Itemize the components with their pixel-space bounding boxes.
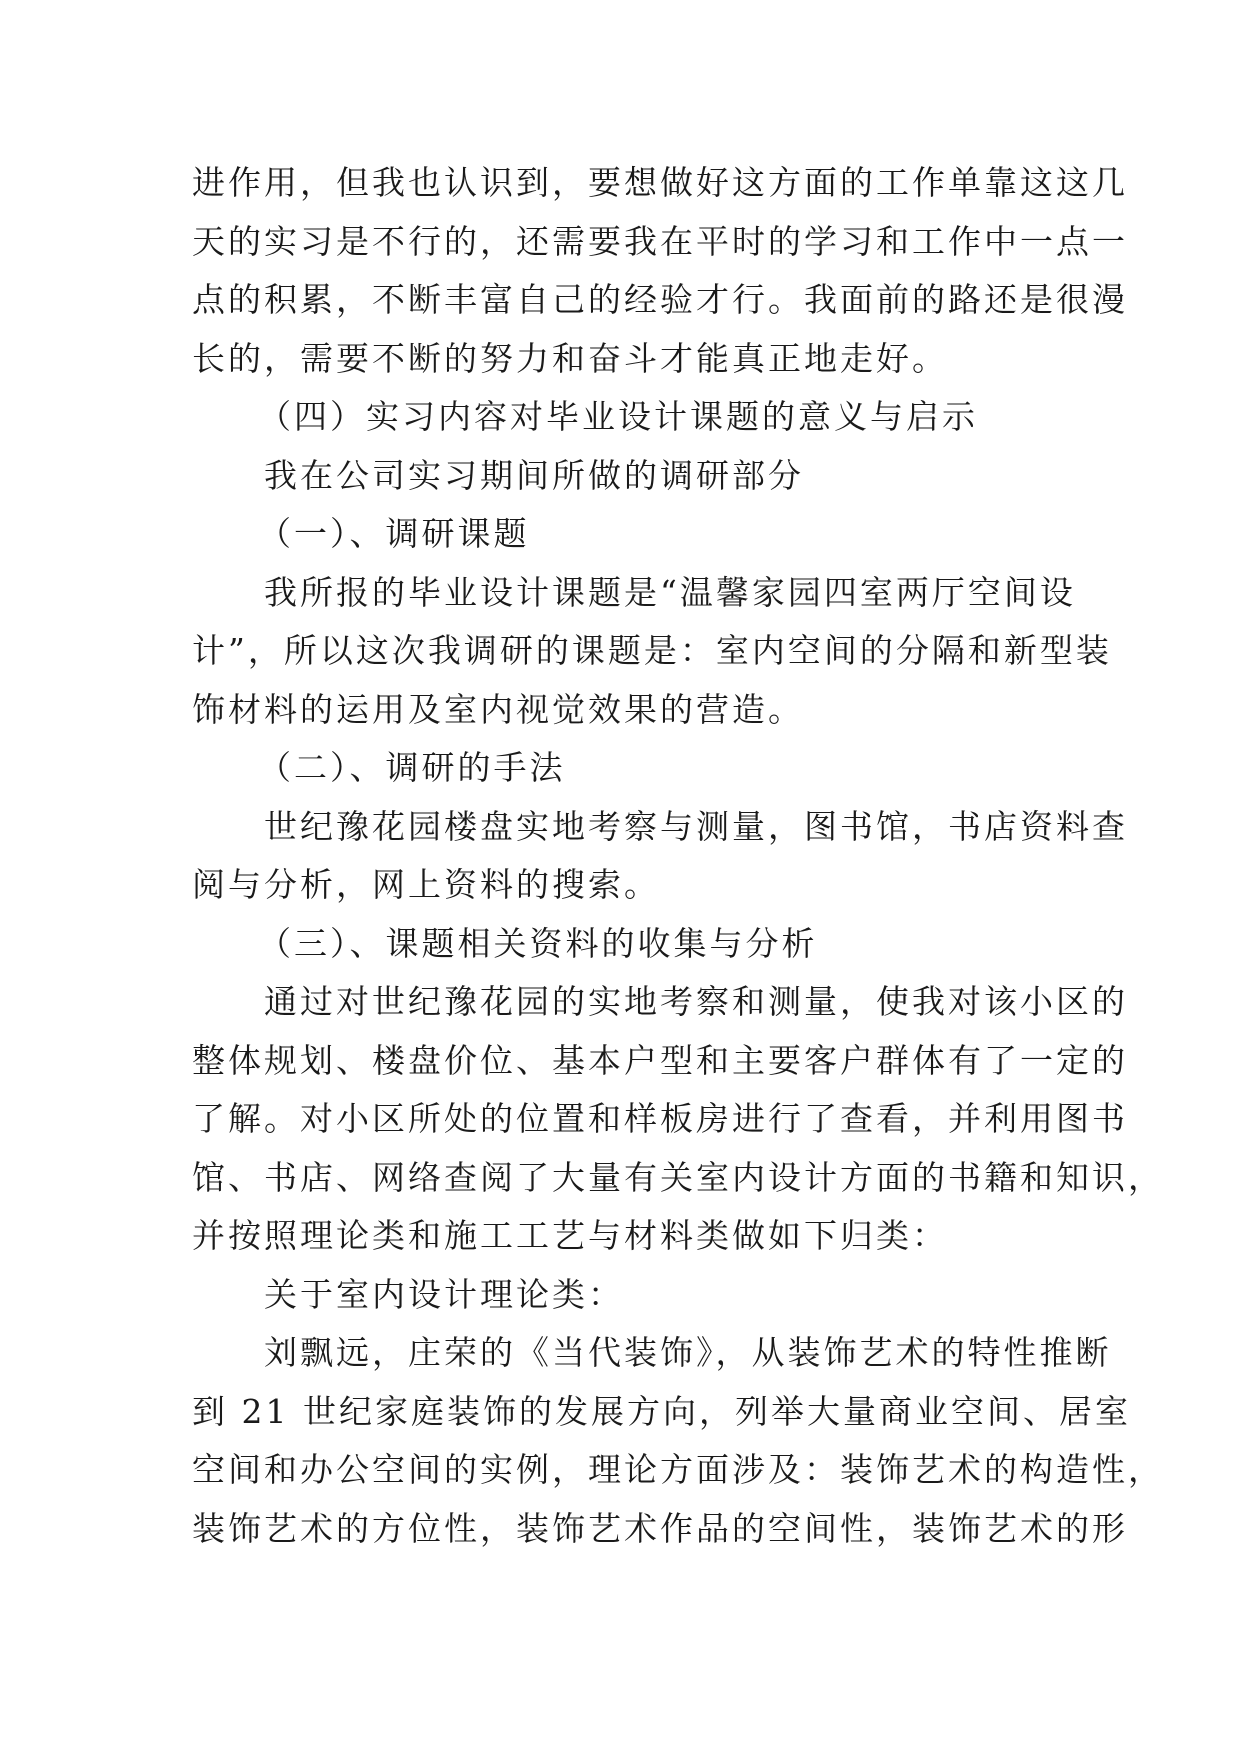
text-line: 到 21 世纪家庭装饰的发展方向，列举大量商业空间、居室	[192, 1391, 1131, 1431]
section-heading: （二）、调研的手法	[258, 748, 566, 787]
text-line: 天的实习是不行的，还需要我在平时的学习和工作中一点一	[192, 221, 1128, 261]
text-line: 长的，需要不断的努力和奋斗才能真正地走好。	[192, 338, 948, 378]
text-line: 了解。对小区所处的位置和样板房进行了查看，并利用图书	[192, 1099, 1128, 1138]
text-line: 关于室内设计理论类：	[264, 1274, 624, 1314]
text-line: 饰材料的运用及室内视觉效果的营造。	[192, 689, 804, 729]
text-line: 装饰艺术的方位性，装饰艺术作品的空间性，装饰艺术的形	[192, 1508, 1128, 1548]
text-line: 整体规划、楼盘价位、基本户型和主要客户群体有了一定的	[192, 1040, 1128, 1080]
text-line: 馆、书店、网络查阅了大量有关室内设计方面的书籍和知识，	[192, 1157, 1164, 1197]
text-line: 刘飘远，庄荣的《当代装饰》，从装饰艺术的特性推断	[264, 1333, 1112, 1372]
text-line: 阅与分析，网上资料的搜索。	[192, 865, 660, 904]
text-line: 我所报的毕业设计课题是“温馨家园四室两厅空间设	[264, 572, 1076, 612]
text-line: 我在公司实习期间所做的调研部分	[264, 455, 804, 495]
section-heading: （四）实习内容对毕业设计课题的意义与启示	[258, 397, 978, 436]
text-line: 并按照理论类和施工工艺与材料类做如下归类：	[192, 1216, 948, 1255]
text-line: 点的积累，不断丰富自己的经验才行。我面前的路还是很漫	[192, 280, 1128, 319]
text-line: 计”，所以这次我调研的课题是：室内空间的分隔和新型装	[192, 631, 1112, 670]
text-line: 通过对世纪豫花园的实地考察和测量，使我对该小区的	[264, 982, 1128, 1021]
section-heading: （三）、课题相关资料的收集与分析	[258, 923, 818, 963]
text-line: 空间和办公空间的实例，理论方面涉及：装饰艺术的构造性，	[192, 1450, 1164, 1489]
section-heading: （一）、调研课题	[258, 514, 530, 553]
text-line: 进作用，但我也认识到，要想做好这方面的工作单靠这这几	[192, 163, 1128, 202]
body-text	[192, 154, 1164, 1558]
text-line: 世纪豫花园楼盘实地考察与测量，图书馆，书店资料查	[264, 806, 1128, 846]
